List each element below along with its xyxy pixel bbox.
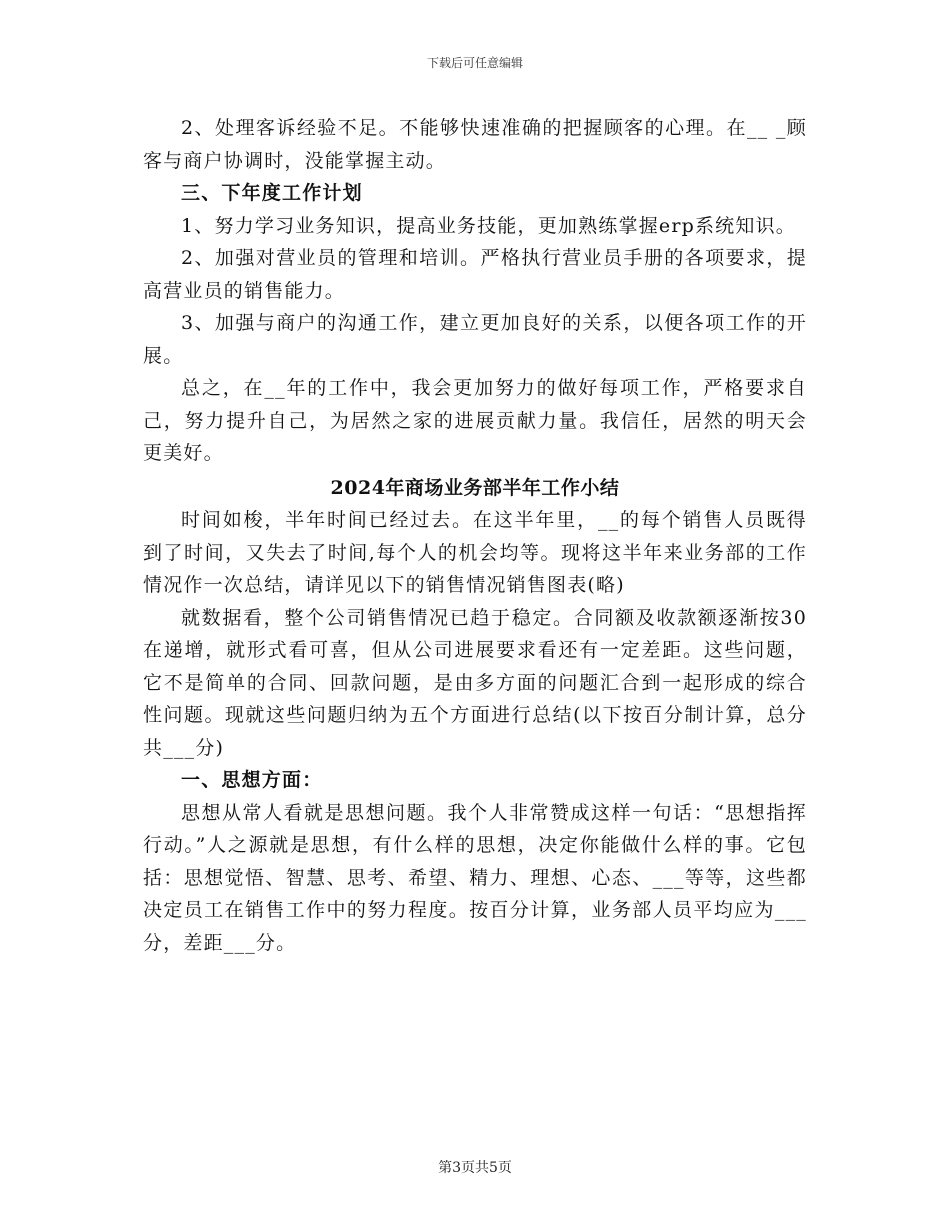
paragraph-plan-2: 2、加强对营业员的管理和培训。严格执行营业员手册的各项要求，提高营业员的销售能力。 xyxy=(143,247,807,302)
header-note: 下载后可任意编辑 xyxy=(426,56,523,70)
document-body xyxy=(143,112,807,959)
paragraph-intro: 时间如梭，半年时间已经过去。在这半年里，__的每个销售人员既得到了时间，又失去了时间,每个人的机会均等。现将这半年来业务部的工作情况作一次总结，请详见以下的销售情况销售图表(略) xyxy=(143,509,807,596)
paragraph-plan-1: 1、努力学习业务知识，提高业务技能，更加熟练掌握erp系统知识。 xyxy=(181,214,796,237)
paragraph-conclusion: 总之，在__年的工作中，我会更加努力的做好每项工作，严格要求自己，努力提升自己，为居然之家的进展贡献力量。我信任，居然的明天会更美好。 xyxy=(143,377,807,464)
document-title: 2024年商场业务部半年工作小结 xyxy=(330,476,620,499)
section-heading-thought: 一、思想方面： xyxy=(181,769,323,791)
paragraph-plan-3: 3、加强与商户的沟通工作，建立更加良好的关系，以便各项工作的开展。 xyxy=(143,312,807,367)
paragraph-complaint-experience: 2、处理客诉经验不足。不能够快速准确的把握顾客的心理。在__ _顾客与商户协调时，没能掌握主动。 xyxy=(143,117,807,172)
paragraph-data-analysis: 就数据看，整个公司销售情况已趋于稳定。合同额及收款额逐渐按30在递增，就形式看可喜，但从公司进展要求看还有一定差距。这些问题，它不是简单的合同、回款问题，是由多方面的问题汇合到一起形成的综合性问题。现就这些问题归纳为五个方面进行总结(以下按百分制计算，总分共___分) xyxy=(143,606,807,759)
section-heading-next-year-plan: 三、下年度工作计划 xyxy=(181,182,363,204)
paragraph-thought: 思想从常人看就是思想问题。我个人非常赞成这样一句话：“思想指挥行动。”人之源就是思想，有什么样的思想，决定你能做什么样的事。它包括：思想觉悟、智慧、思考、希望、精力、理想、心态、___等等，这些都决定员工在销售工作中的努力程度。按百分计算，业务部人员平均应为___分，差距___分。 xyxy=(143,801,807,954)
page-number-footer: 第3页共5页 xyxy=(438,1160,512,1176)
